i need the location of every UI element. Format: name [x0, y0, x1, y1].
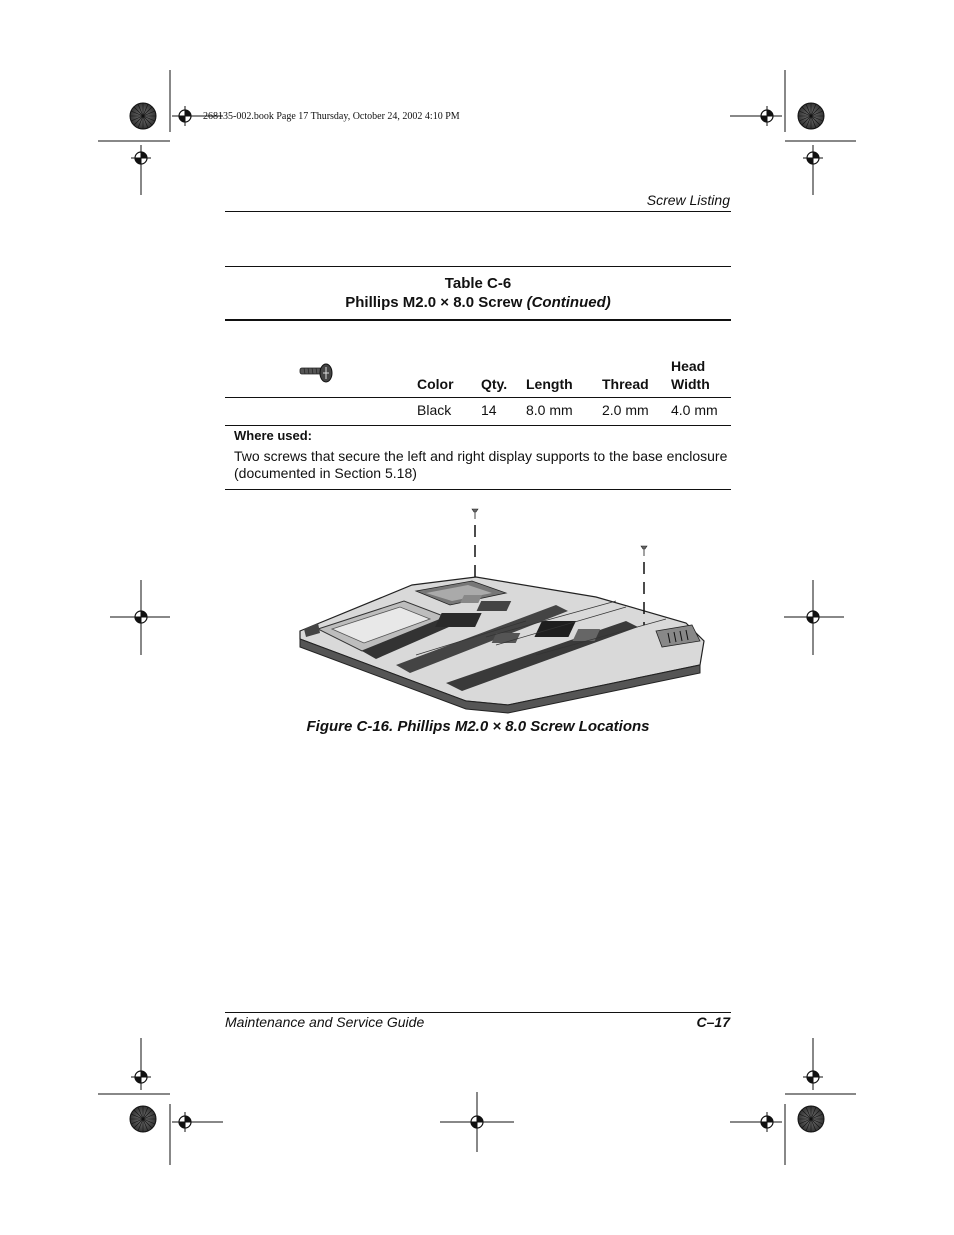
table-number: Table C-6: [444, 275, 512, 292]
header-rule: [225, 211, 731, 212]
table-top-rule: [225, 266, 731, 267]
footer-rule: [225, 1012, 731, 1013]
screw-icon: [298, 361, 338, 387]
table-title-rule: [225, 319, 731, 321]
footer-page-number: C–17: [696, 1014, 730, 1030]
table-bottom-rule: [225, 489, 731, 490]
header-head-width-line2: Width: [671, 376, 710, 392]
header-head-width-line1: Head: [671, 358, 706, 374]
header-color: Color: [417, 376, 454, 392]
table-title: [225, 294, 731, 311]
header-qty: Qty.: [481, 376, 508, 392]
cell-color: Black: [417, 402, 452, 418]
cell-qty: 14: [481, 402, 497, 418]
figure-caption: Figure C-16. Phillips M2.0 × 8.0 Screw Locations: [306, 718, 650, 735]
cell-thread: 2.0 mm: [602, 402, 649, 418]
table-header-rule: [225, 397, 731, 398]
base-enclosure-illustration: [296, 505, 716, 715]
where-used-text: Two screws that secure the left and right display supports to the base enclosure (documented in Section 5.18): [234, 448, 728, 481]
running-head: Screw Listing: [646, 192, 730, 208]
where-used-label: Where used:: [234, 428, 313, 443]
cell-head-width: 4.0 mm: [671, 402, 718, 418]
table-row-rule: [225, 425, 731, 426]
table-title-suffix: (Continued): [526, 294, 611, 311]
screw-location-left: [472, 509, 478, 583]
header-thread: Thread: [602, 376, 649, 392]
footer-guide-title: Maintenance and Service Guide: [225, 1014, 425, 1030]
table-title-text: Phillips M2.0 × 8.0 Screw: [345, 294, 523, 311]
print-info-line: 268135-002.book Page 17 Thursday, October 24, 2002 4:10 PM: [203, 111, 460, 122]
cell-length: 8.0 mm: [526, 402, 573, 418]
header-length: Length: [526, 376, 573, 392]
